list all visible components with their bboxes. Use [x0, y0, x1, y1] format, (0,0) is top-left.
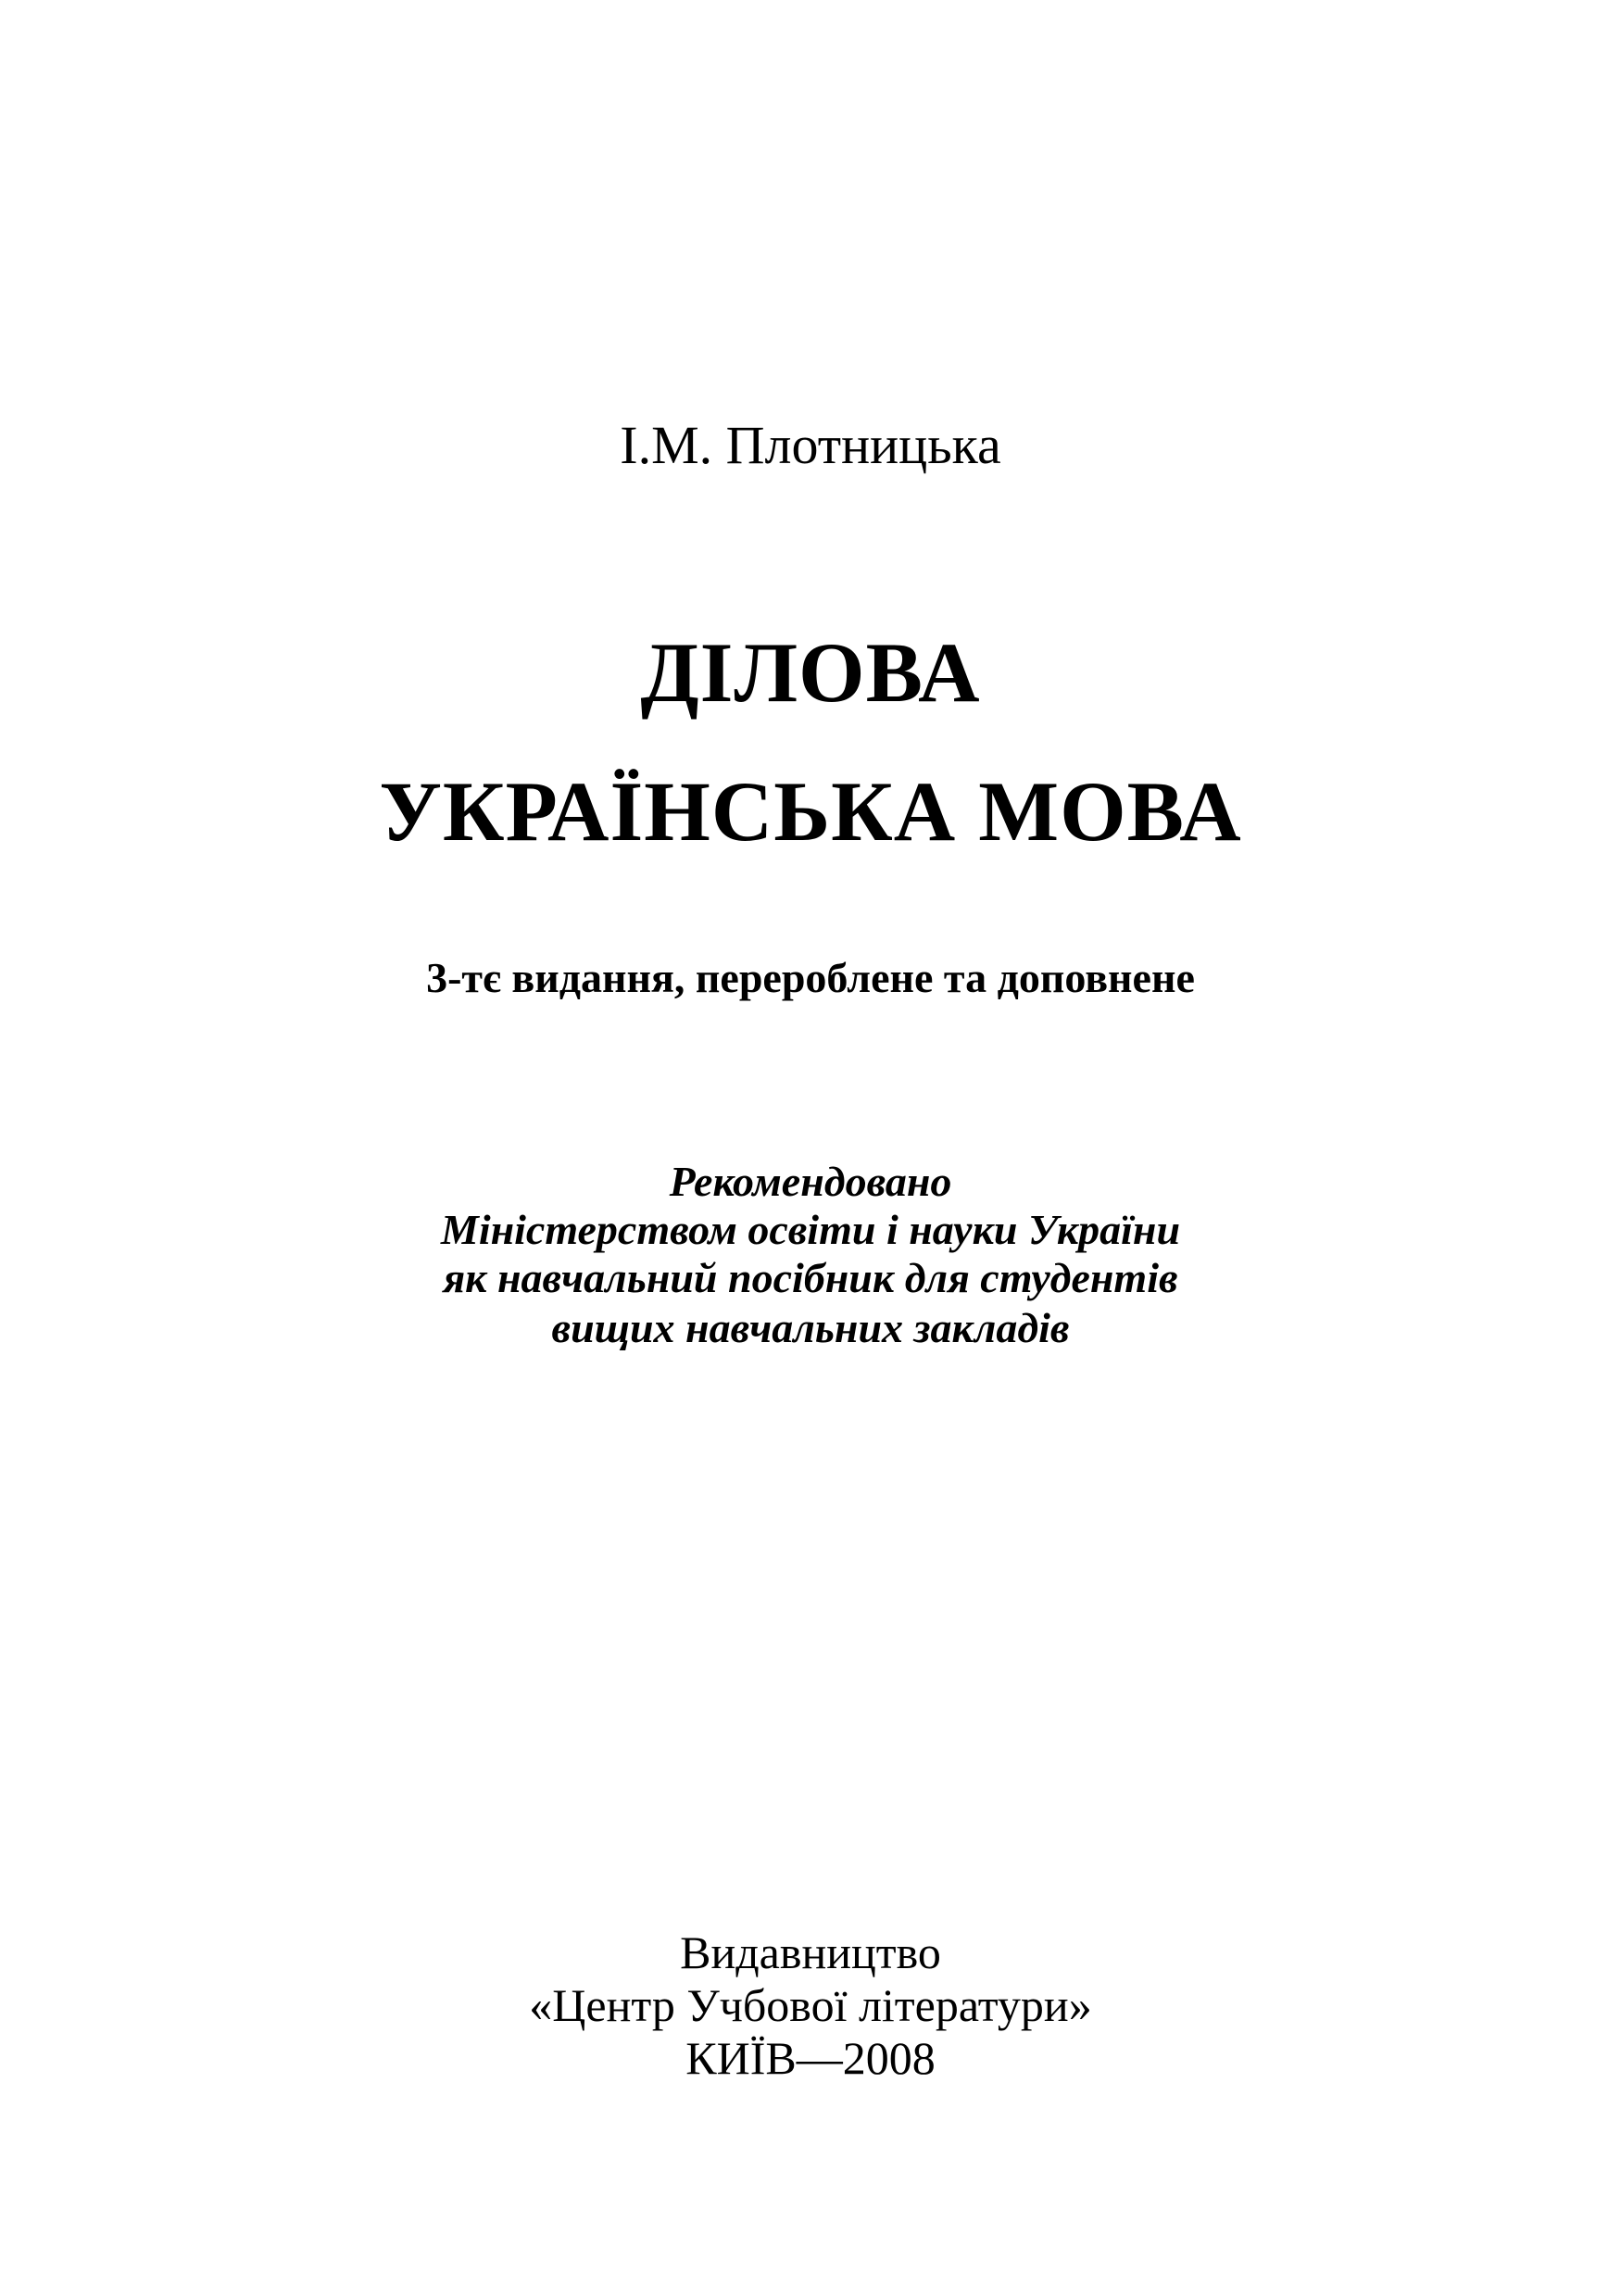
recommendation-line: Рекомендовано [669, 1158, 952, 1205]
publisher-name: «Центр Учбової літератури» [529, 1979, 1092, 2031]
recommendation-line: Міністерством освіти і науки України [440, 1206, 1181, 1253]
publisher-label: Видавництво [680, 1926, 941, 1978]
recommendation-line: як навчальний посібник для студентів [443, 1254, 1178, 1301]
book-title-line-1: ДІЛОВА [640, 625, 981, 720]
publication-city-year: КИЇВ—2008 [685, 2032, 936, 2084]
edition-note: 3-тє видання, перероблене та доповнене [426, 954, 1195, 1001]
book-title-line-2: УКРАЇНСЬКА МОВА [379, 764, 1242, 859]
recommendation-line: вищих навчальних закладів [551, 1304, 1070, 1351]
author-name: І.М. Плотницька [620, 415, 1001, 475]
